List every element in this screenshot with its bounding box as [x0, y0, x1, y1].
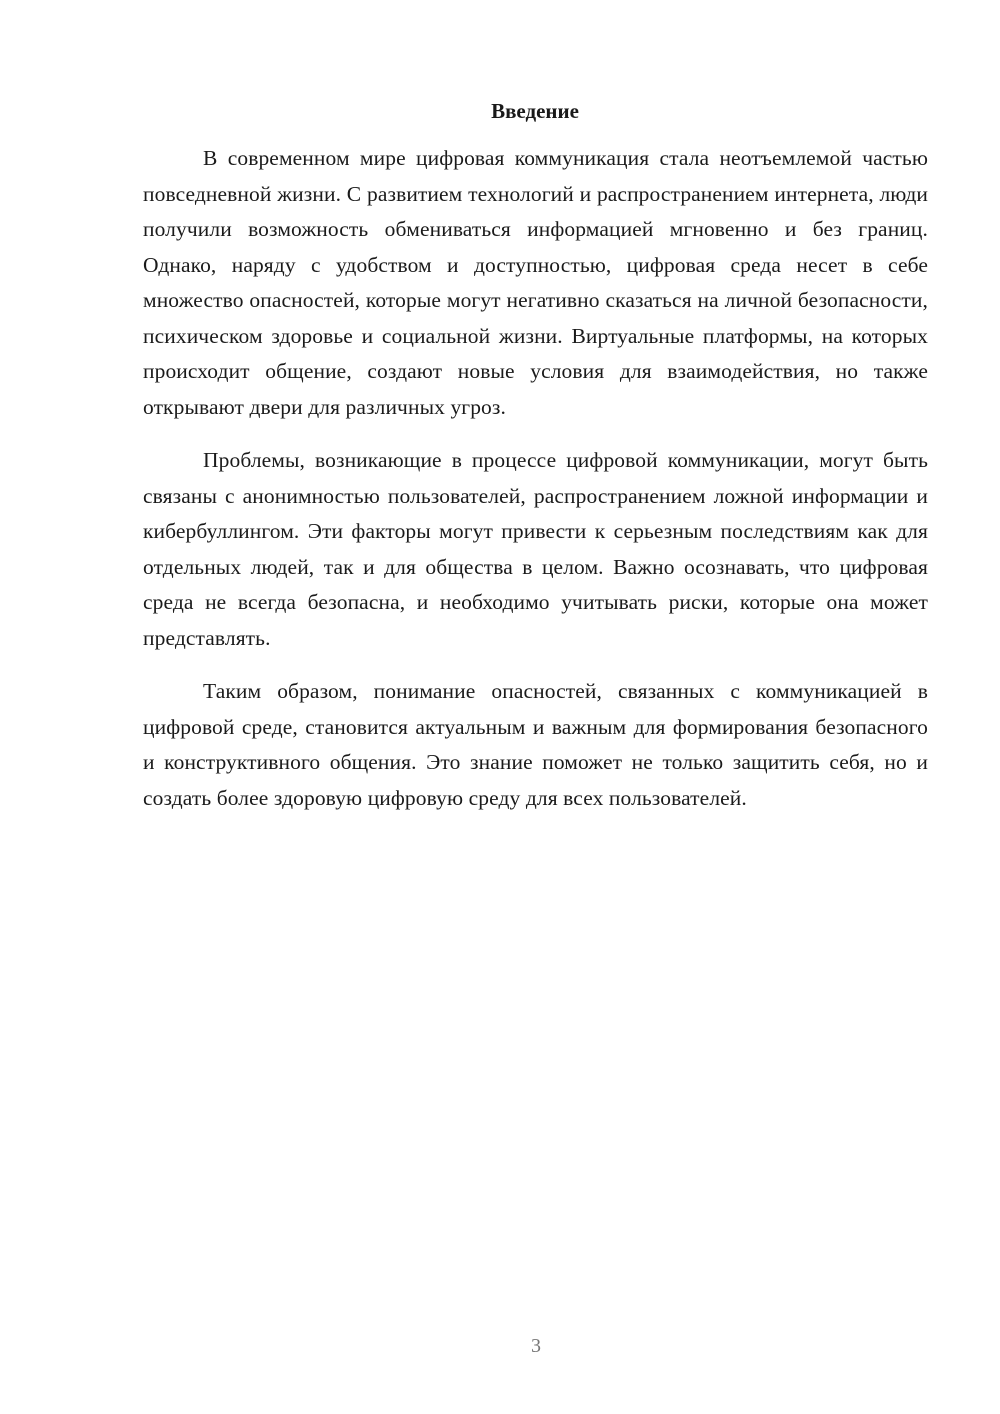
paragraph-1: В современном мире цифровая коммуникация стала неотъемлемой частью повседневной жизни. С развитием технологий и распространением интернета, люди получили возможность обмениваться информацией мгновенно и без границ. Однако, наряду с удобством и доступностью, цифровая среда несет в себе множество опасностей, которые могут негативно сказаться на личной безопасности, психическом здоровье и социальной жизни. Виртуальные платформы, на которых происходит общение, создают новые условия для взаимодействия, но также открывают двери для различных угроз.: [143, 146, 928, 419]
paragraph-2: Проблемы, возникающие в процессе цифровой коммуникации, могут быть связаны с анонимностью пользователей, распространением ложной информации и кибербуллингом. Эти факторы могут привести к серьезным последствиям как для отдельных людей, так и для общества в целом. Важно осознавать, что цифровая среда не всегда безопасна, и необходимо учитывать риски, которые она может представлять.: [143, 448, 928, 650]
section-heading: Введение: [491, 99, 579, 123]
body-text: [143, 141, 928, 834]
paragraph-3: Таким образом, понимание опасностей, связанных с коммуникацией в цифровой среде, становится актуальным и важным для формирования безопасного и конструктивного общения. Это знание поможет не только защитить себя, но и создать более здоровую цифровую среду для всех пользователей.: [143, 679, 928, 810]
page-number: 3: [531, 1335, 541, 1357]
